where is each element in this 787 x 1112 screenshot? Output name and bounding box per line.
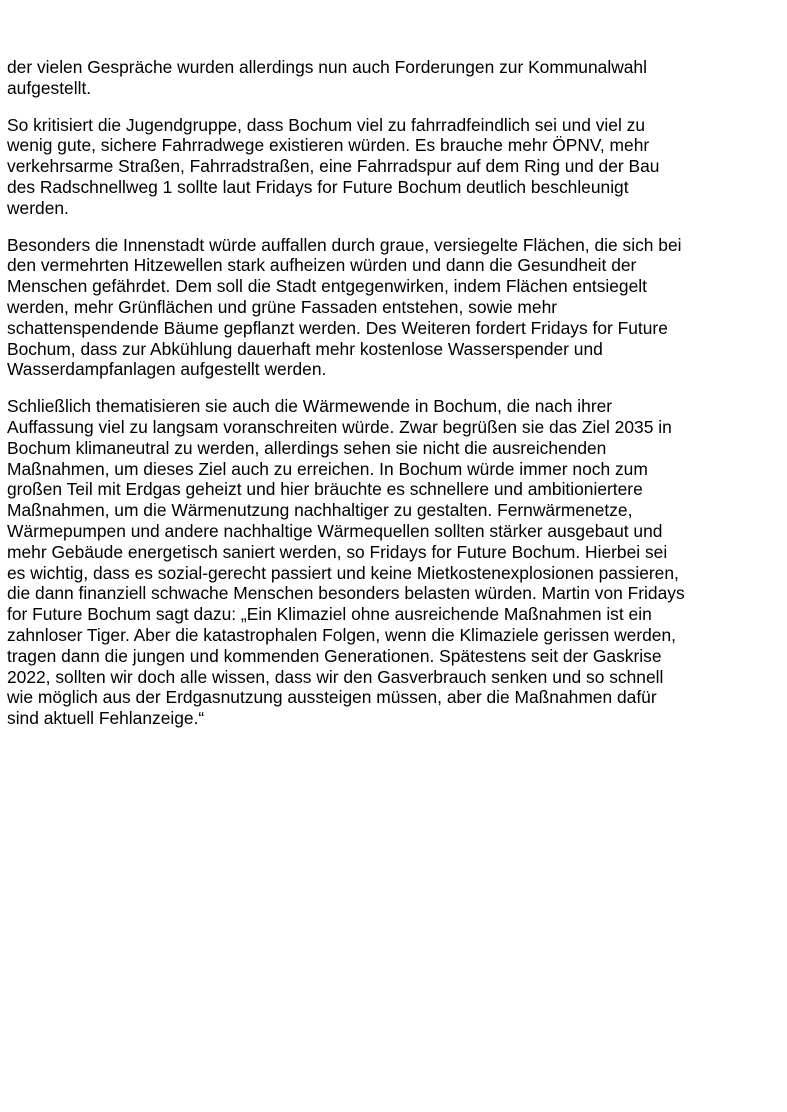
document-page xyxy=(7,57,785,745)
text-line: zahnloser Tiger. Aber die katastrophalen Folgen, wenn die Klimaziele gerissen werden, xyxy=(7,624,676,645)
text-line: schattenspendende Bäume gepflanzt werden. Des Weiteren fordert Fridays for Future xyxy=(7,317,668,338)
text-line: for Future Bochum sagt dazu: „Ein Klimaziel ohne ausreichende Maßnahmen ist ein xyxy=(7,604,652,625)
text-line: Bochum klimaneutral zu werden, allerdings sehen sie nicht die ausreichenden xyxy=(7,437,607,458)
text-line: großen Teil mit Erdgas geheizt und hier bräuchte es schnellere und ambitioniertere xyxy=(7,479,643,500)
text-line: mehr Gebäude energetisch saniert werden, so Fridays for Future Bochum. Hierbei sei xyxy=(7,541,668,562)
text-line: Menschen gefährdet. Dem soll die Stadt entgegenwirken, indem Flächen entsiegelt xyxy=(7,276,647,297)
text-line: aufgestellt. xyxy=(7,77,92,98)
paragraph-2 xyxy=(7,115,785,219)
text-line: tragen dann die jungen und kommenden Generationen. Spätestens seit der Gaskrise xyxy=(7,645,662,666)
text-line: Auffassung viel zu langsam voranschreiten würde. Zwar begrüßen sie das Ziel 2035 in xyxy=(7,416,672,437)
paragraph-3 xyxy=(7,235,785,381)
text-line: Wasserdampfanlagen aufgestellt werden. xyxy=(7,359,327,380)
text-line: sind aktuell Fehlanzeige.“ xyxy=(7,708,205,729)
text-line: des Radschnellweg 1 sollte laut Fridays for Future Bochum deutlich beschleunigt xyxy=(7,176,629,197)
text-line: Wärmepumpen und andere nachhaltige Wärmequellen sollten stärker ausgebaut und xyxy=(7,520,663,541)
text-line: werden. xyxy=(7,197,69,218)
text-line: den vermehrten Hitzewellen stark aufheizen würden und dann die Gesundheit der xyxy=(7,255,637,276)
text-line: 2022, sollten wir doch alle wissen, dass wir den Gasverbrauch senken und so schnell xyxy=(7,666,664,687)
paragraph-1 xyxy=(7,57,785,99)
text-line: Schließlich thematisieren sie auch die Wärmewende in Bochum, die nach ihrer xyxy=(7,396,613,417)
text-line: Besonders die Innenstadt würde auffallen durch graue, versiegelte Flächen, die sich bei xyxy=(7,234,682,255)
text-line: Maßnahmen, um dieses Ziel auch zu erreichen. In Bochum würde immer noch zum xyxy=(7,458,648,479)
text-line: es wichtig, dass es sozial-gerecht passiert und keine Mietkostenexplosionen passieren, xyxy=(7,562,679,583)
text-line: werden, mehr Grünflächen und grüne Fassaden entstehen, sowie mehr xyxy=(7,296,558,317)
text-line: der vielen Gespräche wurden allerdings nun auch Forderungen zur Kommunalwahl xyxy=(7,57,647,77)
text-line: die dann finanziell schwache Menschen besonders belasten würden. Martin von Fridays xyxy=(7,583,685,604)
text-line: So kritisiert die Jugendgruppe, dass Bochum viel zu fahrradfeindlich sei und viel zu xyxy=(7,114,646,135)
text-line: Bochum, dass zur Abkühlung dauerhaft mehr kostenlose Wasserspender und xyxy=(7,338,603,359)
paragraph-4 xyxy=(7,396,785,729)
text-line: verkehrsarme Straßen, Fahrradstraßen, eine Fahrradspur auf dem Ring und der Bau xyxy=(7,156,660,177)
text-line: wenig gute, sichere Fahrradwege existieren würden. Es brauche mehr ÖPNV, mehr xyxy=(7,135,650,156)
text-line: Maßnahmen, um die Wärmenutzung nachhaltiger zu gestalten. Fernwärmenetze, xyxy=(7,500,633,521)
text-line: wie möglich aus der Erdgasnutzung aussteigen müssen, aber die Maßnahmen dafür xyxy=(7,687,657,708)
